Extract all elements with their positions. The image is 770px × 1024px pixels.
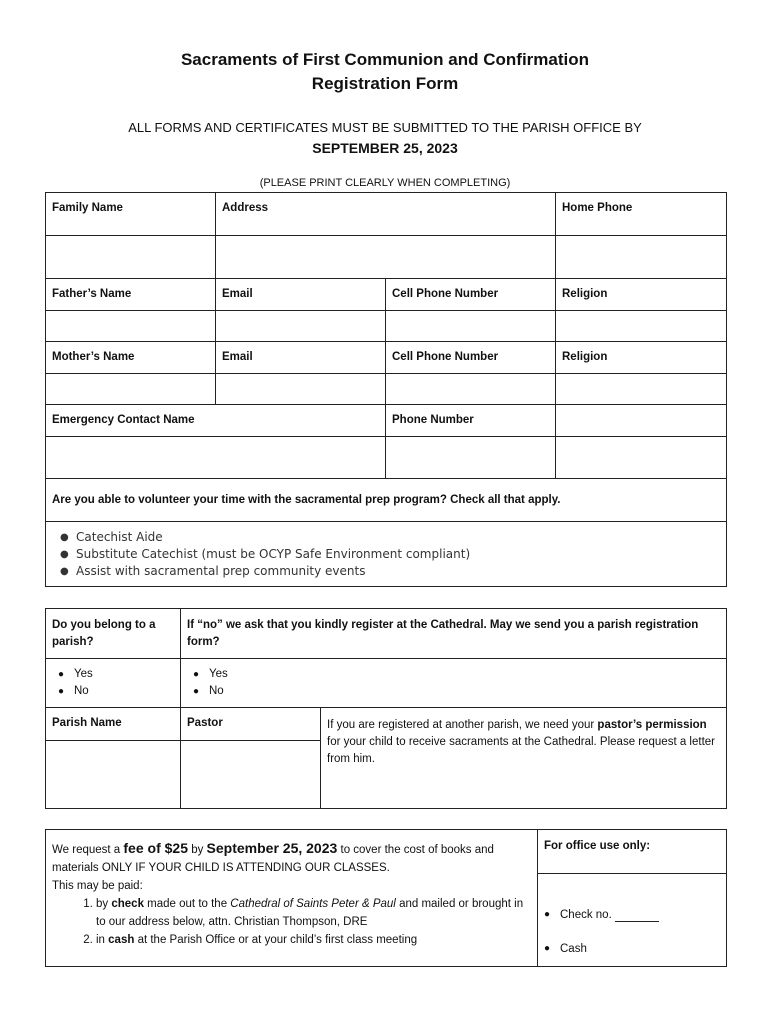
note-bold: pastor’s permission	[597, 719, 707, 731]
permission-note	[321, 708, 727, 809]
fee-request	[52, 839, 531, 877]
father-religion-field[interactable]	[556, 311, 727, 342]
mother-cell-label: Cell Phone Number	[386, 342, 556, 374]
office-options	[538, 898, 726, 966]
title-line-2: Registration Form	[311, 74, 459, 93]
option-bold: check	[111, 898, 144, 910]
fee-text-2: by	[191, 844, 204, 856]
father-email-label: Email	[216, 279, 386, 311]
home-phone-field[interactable]	[556, 236, 727, 279]
volunteer-option[interactable]: ● Substitute Catechist (must be OCYP Safe Environment compliant)	[54, 546, 720, 563]
pastor-field[interactable]	[181, 741, 320, 808]
family-name-label: Family Name	[46, 193, 216, 236]
office-cash: ● Cash	[538, 932, 726, 966]
office-use-cell	[538, 830, 727, 967]
fee-text-3: to cover the cost of books and materials ONLY IF YOUR CHILD IS ATTENDING OUR CLASSES.	[52, 844, 494, 874]
father-email-field[interactable]	[216, 311, 386, 342]
fee-table	[45, 829, 727, 967]
volunteer-question: Are you able to volunteer your time with the sacramental prep program? Check all that apply.	[46, 479, 727, 522]
mothers-name-field[interactable]	[46, 374, 216, 405]
register-yes-option[interactable]: ● Yes	[187, 666, 720, 683]
mother-religion-field[interactable]	[556, 374, 727, 405]
parish-name-cell	[46, 708, 181, 809]
register-options	[181, 659, 727, 708]
office-check-no	[538, 898, 726, 932]
mother-email-field[interactable]	[216, 374, 386, 405]
fee-info	[46, 830, 538, 967]
option-text: made out to the	[147, 898, 228, 910]
emergency-phone-label: Phone Number	[386, 405, 556, 437]
emergency-phone-field[interactable]	[386, 437, 556, 479]
office-use-label: For office use only:	[538, 830, 726, 874]
emergency-extra-cell	[556, 405, 727, 437]
father-cell-label: Cell Phone Number	[386, 279, 556, 311]
form-title	[0, 48, 770, 96]
volunteer-options	[46, 522, 727, 587]
payee-name: Cathedral of Saints Peter & Paul	[230, 898, 396, 910]
check-no-field[interactable]	[615, 909, 659, 922]
belong-yes-option[interactable]: ● Yes	[52, 666, 174, 683]
parish-table	[45, 608, 727, 809]
father-cell-field[interactable]	[386, 311, 556, 342]
emergency-contact-field[interactable]	[46, 437, 386, 479]
note-text-2: for your child to receive sacraments at the Cathedral. Please request a letter from him.	[327, 736, 716, 765]
address-field[interactable]	[216, 236, 556, 279]
mothers-name-label: Mother’s Name	[46, 342, 216, 374]
register-no-option[interactable]: ● No	[187, 683, 720, 700]
belong-options	[46, 659, 181, 708]
register-question: If “no” we ask that you kindly register at the Cathedral. May we send you a parish registration form?	[181, 609, 727, 659]
emergency-extra-field[interactable]	[556, 437, 727, 479]
family-info-table	[45, 192, 727, 587]
pastor-label: Pastor	[181, 708, 320, 741]
fathers-name-label: Father’s Name	[46, 279, 216, 311]
volunteer-option[interactable]: ● Catechist Aide	[54, 529, 720, 546]
parish-name-label: Parish Name	[46, 708, 180, 741]
option-bold: cash	[108, 934, 135, 946]
family-name-field[interactable]	[46, 236, 216, 279]
option-text: and mailed or brought in to our address below, attn. Christian Thompson, DRE	[96, 898, 524, 928]
payment-option-check	[96, 895, 531, 931]
title-line-1: Sacraments of First Communion and Confirmation	[180, 50, 590, 69]
print-note: (PLEASE PRINT CLEARLY WHEN COMPLETING)	[259, 177, 511, 189]
mother-religion-label: Religion	[556, 342, 727, 374]
payment-options	[52, 895, 531, 949]
notice-text: ALL FORMS AND CERTIFICATES MUST BE SUBMITTED TO THE PARISH OFFICE BY	[128, 120, 642, 135]
emergency-contact-label: Emergency Contact Name	[46, 405, 386, 437]
mother-email-label: Email	[216, 342, 386, 374]
address-label: Address	[216, 193, 556, 236]
parish-name-field[interactable]	[46, 741, 180, 808]
pastor-cell	[181, 708, 321, 809]
belong-question: Do you belong to a parish?	[46, 609, 181, 659]
fee-deadline: September 25, 2023	[206, 840, 338, 856]
volunteer-option[interactable]: ● Assist with sacramental prep community events	[54, 563, 720, 580]
option-text: in	[96, 934, 105, 946]
fee-amount: fee of $25	[123, 840, 188, 856]
option-text: at the Parish Office or at your child’s first class meeting	[137, 934, 418, 946]
home-phone-label: Home Phone	[556, 193, 727, 236]
fee-text-1: We request a	[52, 844, 121, 856]
fathers-name-field[interactable]	[46, 311, 216, 342]
check-no-label: Check no.	[560, 909, 612, 921]
payment-option-cash	[96, 931, 531, 949]
may-be-paid: This may be paid:	[52, 880, 143, 892]
notice-date: SEPTEMBER 25, 2023	[312, 140, 458, 156]
belong-no-option[interactable]: ● No	[52, 683, 174, 700]
note-text-1: If you are registered at another parish, we need your	[327, 719, 595, 731]
option-text: by	[96, 898, 109, 910]
mother-cell-field[interactable]	[386, 374, 556, 405]
father-religion-label: Religion	[556, 279, 727, 311]
submission-notice	[0, 118, 770, 158]
